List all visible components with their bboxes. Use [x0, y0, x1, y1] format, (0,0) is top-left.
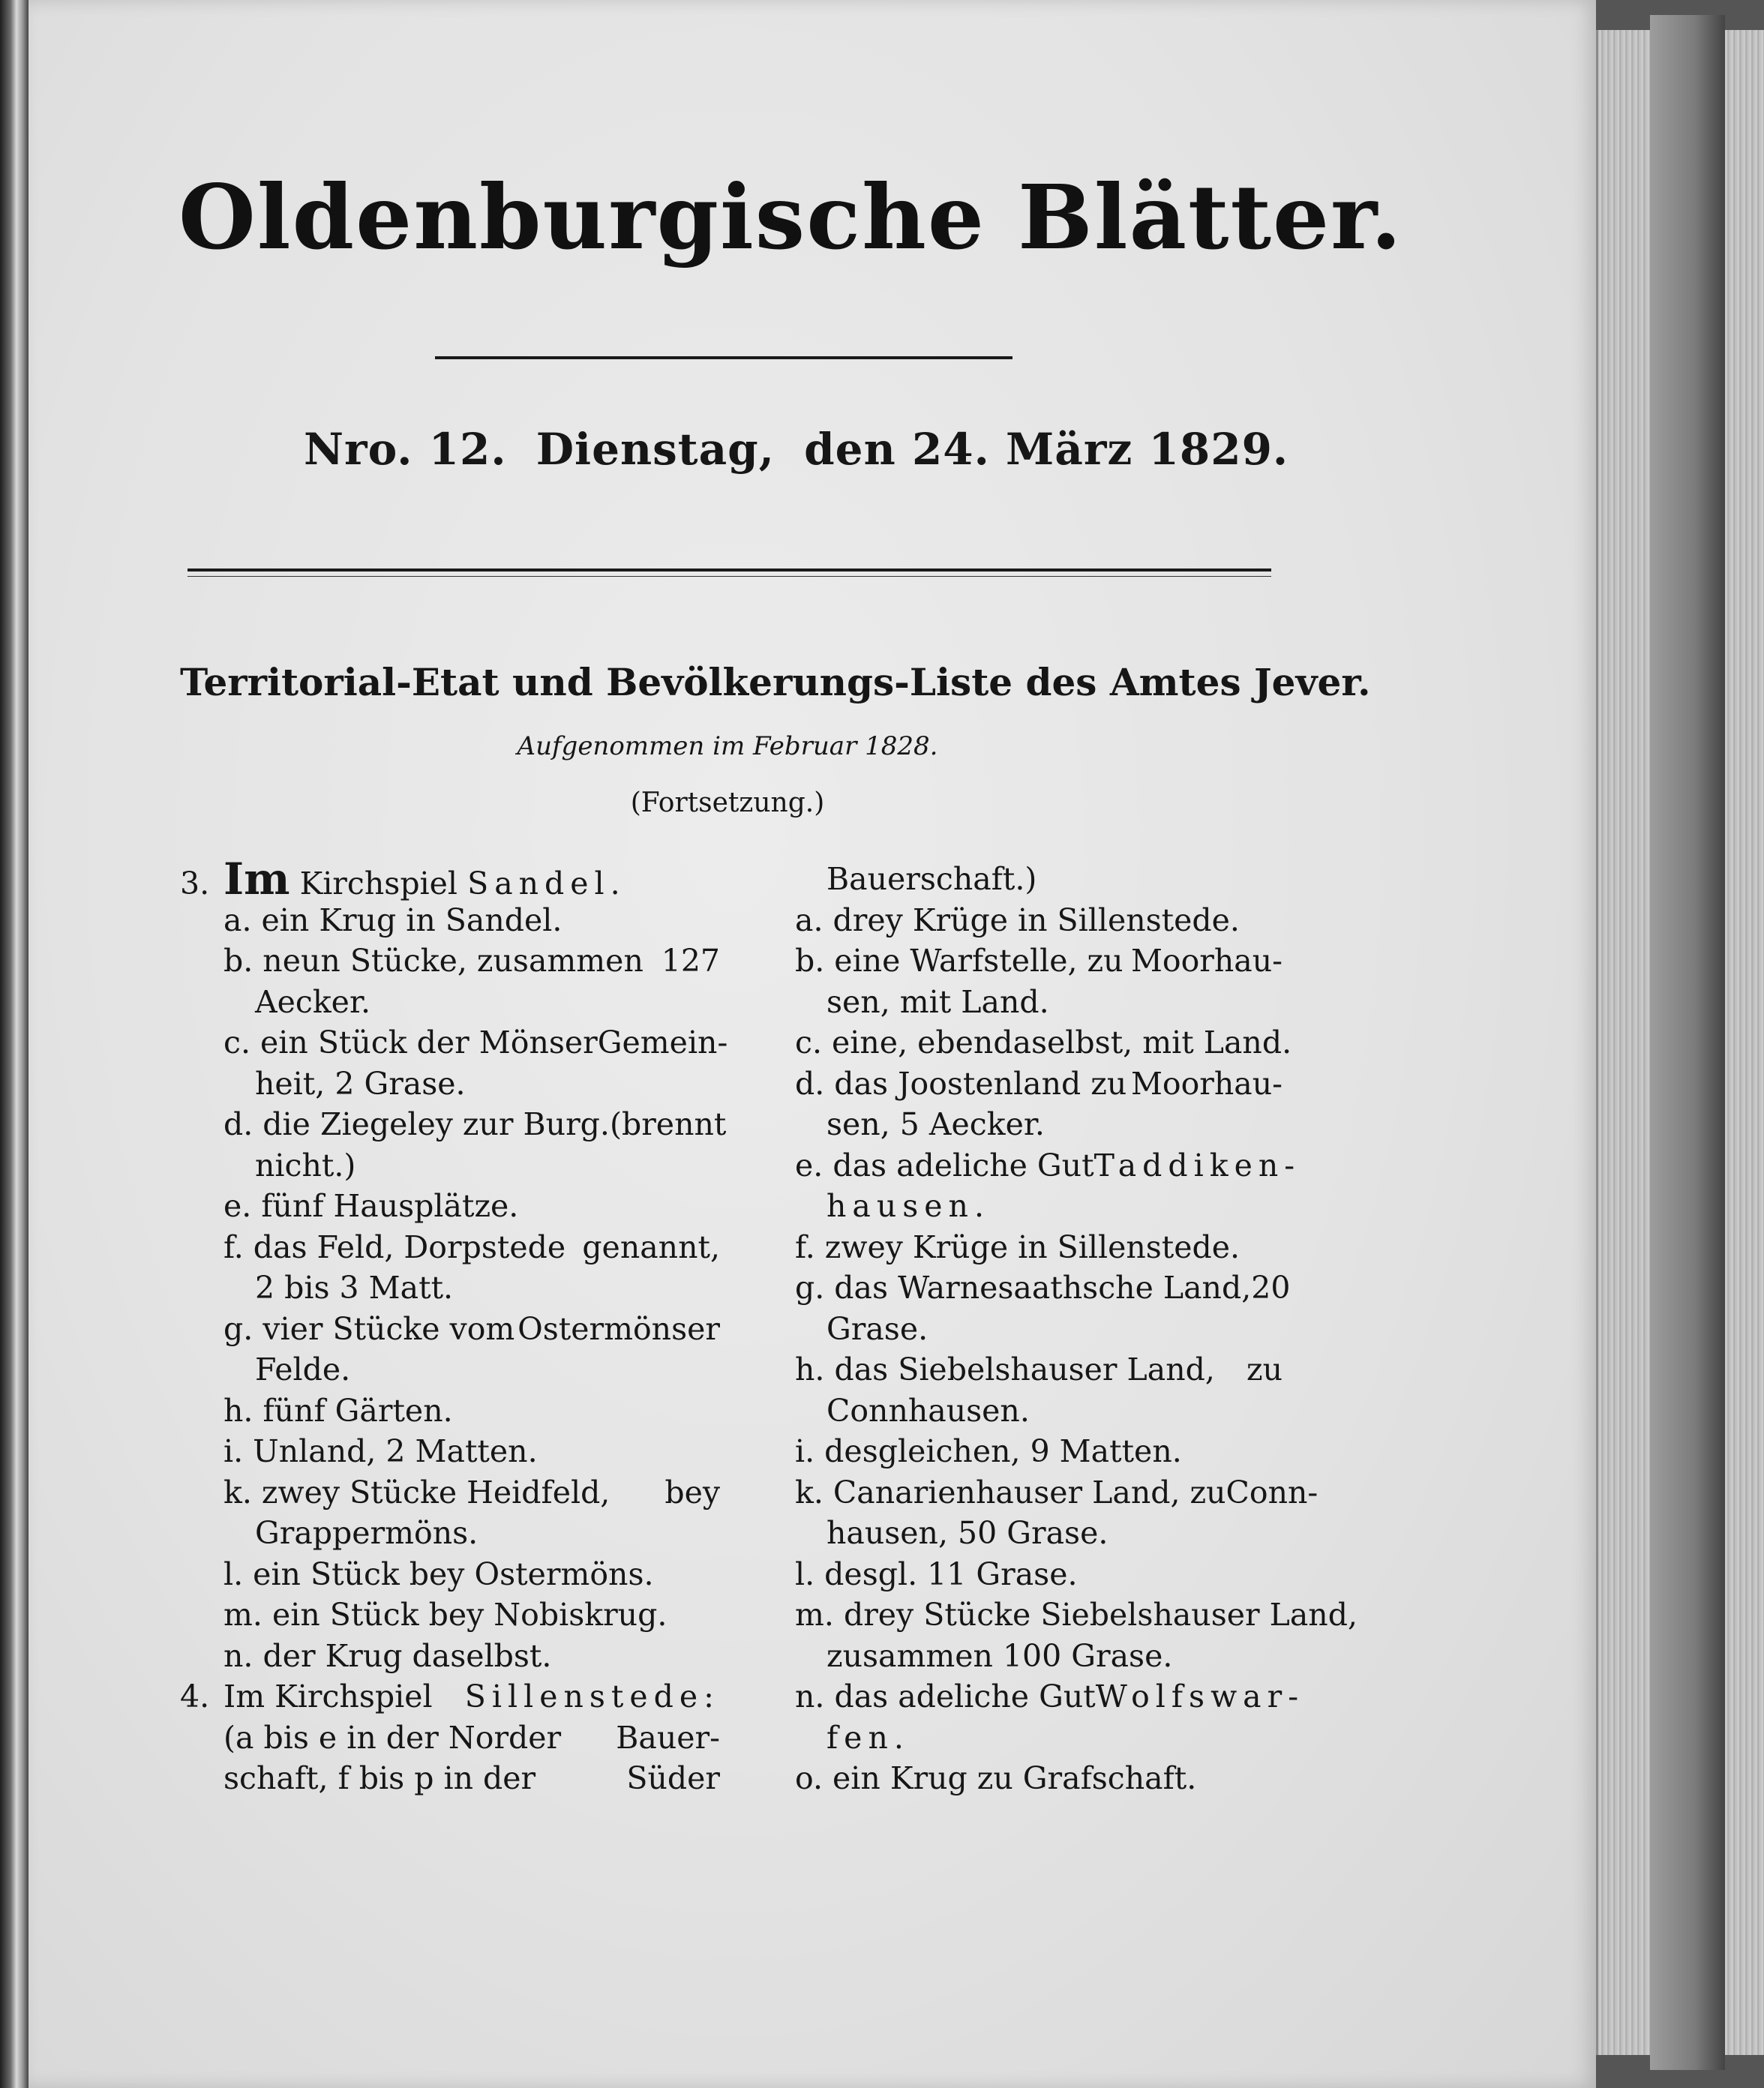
- list-item-text: Moorhau-: [1130, 943, 1282, 979]
- list-item: n. der Krug daselbst.: [224, 1637, 552, 1674]
- list-item: [180, 940, 720, 982]
- right-column: [795, 859, 1358, 1799]
- list-item: [795, 1268, 1291, 1309]
- list-item-continuation: [180, 1758, 720, 1799]
- list-item: [795, 1064, 1282, 1105]
- list-item-text: Wolfswar-: [1095, 1678, 1305, 1714]
- list-item: a. ein Krug in Sandel.: [224, 902, 562, 938]
- list-item-text: f. das Feld, Dorpstede: [224, 1228, 566, 1265]
- list-item-continuation: fen.: [826, 1719, 910, 1756]
- issue-number: Nro. 12.: [304, 424, 507, 475]
- list-item-text: Bauer-: [616, 1719, 720, 1756]
- list-item-text: Im Kirchspiel: [224, 1678, 433, 1714]
- list-item-text: Conn-: [1226, 1474, 1318, 1510]
- list-item-text: 20: [1251, 1270, 1291, 1306]
- list-item: i. desgleichen, 9 Matten.: [795, 1433, 1182, 1469]
- list-item-text: g. das Warnesaathsche Land,: [795, 1270, 1252, 1306]
- list-item: h. fünf Gärten.: [224, 1392, 453, 1429]
- left-column: [180, 854, 728, 1799]
- issue-line: [304, 424, 1289, 475]
- list-item: [180, 1309, 720, 1350]
- list-item-continuation: Connhausen.: [826, 1392, 1030, 1429]
- list-item-text: Ostermönser: [518, 1310, 720, 1347]
- list-item: c. eine, ebendaselbst, mit Land.: [795, 1024, 1292, 1060]
- issue-rule-thin: [188, 576, 1271, 577]
- list-item: m. drey Stücke Siebelshauser Land,: [795, 1597, 1358, 1633]
- list-item-continuation: Bauerschaft.): [826, 861, 1037, 897]
- list-item-text: d. das Joostenland zu: [795, 1065, 1127, 1102]
- issue-rule: [188, 568, 1271, 572]
- list-item: l. ein Stück bey Ostermöns.: [224, 1556, 654, 1592]
- list-item-continuation: heit, 2 Grase.: [255, 1065, 466, 1102]
- list-item-text: g. vier Stücke vom: [224, 1310, 515, 1347]
- list-item-text: n. das adeliche Gut: [795, 1678, 1096, 1714]
- list-item-text: c. ein Stück der Mönser: [224, 1024, 598, 1060]
- list-item: [795, 1676, 1305, 1718]
- list-item-continuation: hausen, 50 Grase.: [826, 1515, 1108, 1551]
- book-cover-edge: [1650, 15, 1725, 2070]
- list-item: o. ein Krug zu Grafschaft.: [795, 1760, 1197, 1796]
- list-item-continuation: sen, mit Land.: [826, 983, 1049, 1020]
- list-item: f. zwey Krüge in Sillenstede.: [795, 1228, 1240, 1265]
- section-label: Kirchspiel: [299, 866, 458, 902]
- list-item-continuation: zusammen 100 Grase.: [826, 1637, 1173, 1674]
- article-heading: Territorial-Etat und Bevölkerungs-Liste des Amtes Jever.: [180, 660, 1371, 704]
- previous-page-edge: [0, 0, 28, 2088]
- section-place: Sillenstede:: [464, 1678, 720, 1714]
- list-item: l. desgl. 11 Grase.: [795, 1556, 1078, 1592]
- list-item-text: Gemein-: [597, 1024, 728, 1060]
- list-item-text: (brennt: [609, 1106, 727, 1142]
- list-item-continuation: Aecker.: [255, 983, 371, 1020]
- issue-day: Dienstag,: [536, 424, 775, 475]
- continuation-note: (Fortsetzung.): [630, 788, 825, 818]
- list-item-continuation: Grase.: [826, 1310, 928, 1347]
- list-item-text: k. zwey Stücke Heidfeld,: [224, 1474, 610, 1510]
- section-number: 4.: [180, 1678, 210, 1714]
- list-item-continuation: hausen.: [826, 1188, 990, 1224]
- list-item-text: b. eine Warfstelle, zu: [795, 943, 1124, 979]
- list-item-continuation: sen, 5 Aecker.: [826, 1106, 1045, 1142]
- list-item: [180, 854, 720, 904]
- list-item: [795, 940, 1282, 982]
- list-item-text: b. neun Stücke, zusammen: [224, 943, 644, 979]
- list-item-text: d. die Ziegeley zur Burg.: [224, 1106, 610, 1142]
- list-item-text: zu: [1246, 1352, 1282, 1388]
- list-item-continuation: 2 bis 3 Matt.: [255, 1270, 454, 1306]
- list-item-continuation: [180, 1718, 720, 1759]
- list-item-continuation: Felde.: [255, 1352, 351, 1388]
- list-item-text: k. Canarienhauser Land, zu: [795, 1474, 1226, 1510]
- list-item: [180, 1676, 720, 1718]
- list-item-text: h. das Siebelshauser Land,: [795, 1352, 1215, 1388]
- list-item-text: Süder: [626, 1760, 720, 1796]
- section-initial-word: Im: [224, 854, 290, 904]
- list-item: m. ein Stück bey Nobiskrug.: [224, 1597, 668, 1633]
- list-item-text: Moorhau-: [1130, 1065, 1282, 1102]
- masthead-title: Oldenburgische Blätter.: [178, 165, 1403, 269]
- list-item: [180, 1022, 728, 1064]
- list-item: [795, 1349, 1282, 1390]
- list-item: e. fünf Hausplätze.: [224, 1188, 519, 1224]
- list-item-text: 127: [661, 943, 720, 979]
- list-item-continuation: Grappermöns.: [255, 1515, 478, 1551]
- issue-date: den 24. März 1829.: [804, 424, 1289, 475]
- list-item: [795, 1472, 1318, 1514]
- list-item-text: Taddiken-: [1094, 1147, 1301, 1184]
- list-item-text: e. das adeliche Gut: [795, 1147, 1094, 1184]
- list-item-text: genannt,: [582, 1228, 720, 1265]
- list-item-text: bey: [664, 1474, 720, 1510]
- list-item: [795, 1145, 1301, 1186]
- list-item-text: schaft, f bis p in der: [224, 1760, 536, 1796]
- masthead-rule: [435, 356, 1012, 359]
- section-place: Sandel.: [467, 866, 626, 902]
- list-item-continuation: nicht.): [255, 1147, 356, 1184]
- list-item: i. Unland, 2 Matten.: [224, 1433, 538, 1469]
- section-number: 3.: [180, 866, 210, 902]
- list-item: a. drey Krüge in Sillenstede.: [795, 902, 1240, 938]
- list-item-text: (a bis e in der Norder: [224, 1719, 562, 1756]
- list-item: [180, 1472, 720, 1514]
- list-item: [180, 1227, 720, 1268]
- article-subheading: Aufgenommen im Februar 1828.: [517, 731, 938, 761]
- list-item: [180, 1104, 727, 1145]
